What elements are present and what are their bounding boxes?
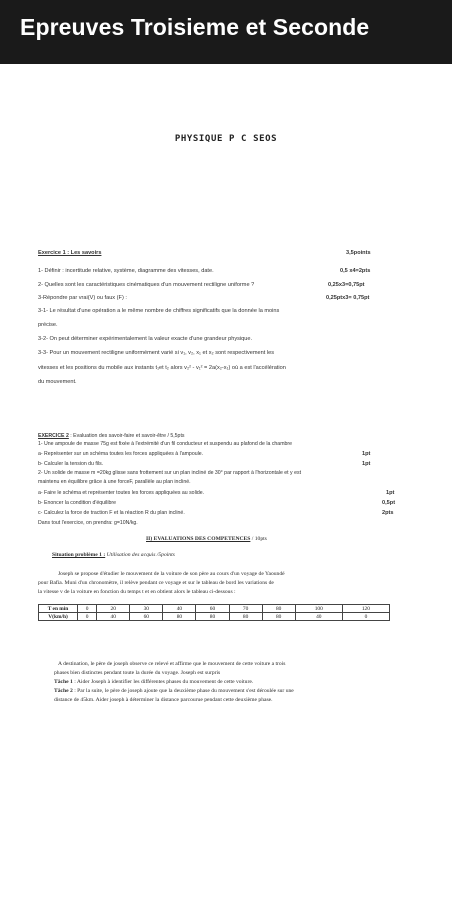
- exercise1-points: 3,5points: [346, 250, 371, 256]
- exercise2-line-points: 1pt: [386, 490, 395, 496]
- exercise1-line: 3-2- On peut déterminer expérimentalement la valeur exacte d'une grandeur physique.: [38, 336, 253, 342]
- exercise2-heading-label: EXERCICE 2: [38, 433, 69, 439]
- table-cell: 30: [130, 605, 163, 613]
- intro-line: pour Bafia. Muni d'un chronomètre, il relève pendant ce voyage et sur le tableau de bord les variations de: [38, 580, 274, 586]
- table-cell: 40: [97, 613, 130, 621]
- exercise2-line: 2- Un solide de masse m =20kg glisse sans frottement sur un plan incliné de 30° par rapport à l'horizontale et y est: [38, 470, 302, 476]
- table-cell: 70: [229, 605, 262, 613]
- exercise2-line: a- Représenter sur un schéma toutes les forces appliquées à l'ampoule.: [38, 451, 204, 457]
- intro-line: la vitesse v de la voiture en fonction du temps t et en obtient alors le tableau ci-dessous :: [38, 589, 236, 595]
- outro-line: phases bien distinctes pendant toute la durée du voyage. Joseph est surpris: [54, 670, 221, 676]
- table-row-label: T en min: [39, 605, 78, 613]
- exercise2-heading: [38, 433, 184, 439]
- table-row: [39, 605, 390, 613]
- exercise1-line: 3-3- Pour un mouvement rectiligne uniformément varié si v₁, v₂, x₁ et x₂ sont respectivement les: [38, 350, 275, 356]
- table-cell: 100: [295, 605, 342, 613]
- document-title: PHYSIQUE P C SEOS: [174, 134, 278, 144]
- table-cell: 60: [130, 613, 163, 621]
- exercise2-line: b- Enoncer la condition d'équilibre: [38, 500, 116, 506]
- table-cell: 80: [163, 613, 196, 621]
- outro-line: A destination, le père de joseph observe ce relevé et affirme que le mouvement de cette voiture a trois: [58, 661, 286, 667]
- table-row: [39, 613, 390, 621]
- task-label: Tâche 2: [54, 688, 73, 694]
- exercise1-line: 1- Définir : incertitude relative, système, diagramme des vitesses, date.: [38, 268, 214, 274]
- exercise1-line: du mouvement.: [38, 379, 77, 385]
- exercise1-heading: Exercice 1 : Les savoirs: [38, 250, 102, 256]
- exercise2-line-points: 0,5pt: [382, 500, 396, 506]
- exercise2-line-points: 1pt: [362, 461, 371, 467]
- situation-label: Situation problème 1 :: [52, 552, 106, 558]
- data-table: [38, 604, 390, 621]
- table-cell: 0: [78, 605, 97, 613]
- table-cell: 0: [78, 613, 97, 621]
- section2-heading-points: / 10pts: [250, 536, 267, 542]
- intro-line: Joseph se propose d'étudier le mouvement de la voiture de son père au cours d'un voyage de Yaoundé: [58, 571, 285, 577]
- table-cell: 60: [196, 605, 229, 613]
- table-cell: 80: [262, 605, 295, 613]
- exercise2-line-points: 1pt: [362, 451, 371, 457]
- task-text: : Par la suite, le père de joseph ajoute que la deuxième phase du mouvement s'est déroulée sur une: [72, 688, 294, 694]
- exercise1-line: précise.: [38, 322, 58, 328]
- exercise2-heading-rest: : Evaluation des savoir-faire et savoir-être / 5,5pts: [68, 433, 185, 439]
- table-cell: 120: [342, 605, 389, 613]
- section2-heading: [146, 536, 267, 543]
- table-cell: 80: [196, 613, 229, 621]
- task-line: [54, 688, 294, 695]
- table-cell: 0: [342, 613, 389, 621]
- exercise1-line-points: 0,25ptx3= 0,75pt: [326, 295, 370, 301]
- situation-rest: Utilisation des acquis /5points: [105, 552, 175, 558]
- table-cell: 40: [163, 605, 196, 613]
- task-line: [54, 679, 253, 686]
- exercise1-line-points: 0,25x3=0,75pt: [328, 282, 365, 288]
- task-label: Tâche 1: [54, 679, 73, 685]
- exercise2-line: Dans tout l'exercice, on prendra: g=10N/kg.: [38, 520, 138, 526]
- exercise1-line: 3-Répondre par vrai(V) ou faux (F) :: [38, 295, 127, 301]
- table-cell: 80: [229, 613, 262, 621]
- exercise2-line: b- Calculer la tension du fils.: [38, 461, 104, 467]
- table-row-label: V(km/h): [39, 613, 78, 621]
- table-cell: 80: [262, 613, 295, 621]
- situation-heading: [52, 552, 175, 559]
- table-cell: 20: [97, 605, 130, 613]
- app-bar-title: Epreuves Troisieme et Seconde: [20, 14, 370, 40]
- exercise1-line: 3-1- Le résultat d'une opération a le même nombre de chiffres significatifs que la donnée la moins: [38, 308, 280, 314]
- exercise2-line: maintenu en équilibre grâce à une forceF, parallèle au plan incliné.: [38, 479, 191, 485]
- table-cell: 40: [295, 613, 342, 621]
- task-text: : Aider Joseph à identifier les différentes phases du mouvement de cette voiture.: [72, 679, 254, 685]
- exercise1-line-points: 0,5 x4=2pts: [340, 268, 371, 274]
- exercise1-line: vitesses et les positions du mobile aux instants t₁et t₂ alors v₂² - v₁² = 2a(x₂-x₁) où a est l'accélération: [38, 365, 286, 371]
- exercise2-line: c- Calculez la force de traction F et la réaction R du plan incliné.: [38, 510, 185, 516]
- section2-heading-label: II) EVALUATIONS DES COMPETENCES: [146, 536, 251, 542]
- exercise2-line: a- Faire le schéma et représenter toutes les forces appliquées au solide.: [38, 490, 205, 496]
- app-bar: [0, 0, 452, 64]
- task-line: distance de 45km. Aider joseph à déterminer la distance parcourue pendant cette deuxième phase.: [54, 697, 273, 703]
- exercise2-line: 1- Une ampoule de masse 75g est fixée à l'extrémité d'un fil conducteur et suspendu au plafond de la chambre: [38, 441, 293, 447]
- exercise2-line-points: 2pts: [382, 510, 394, 516]
- exercise1-line: 2- Quelles sont les caractéristiques cinématiques d'un mouvement rectiligne uniforme ?: [38, 282, 255, 288]
